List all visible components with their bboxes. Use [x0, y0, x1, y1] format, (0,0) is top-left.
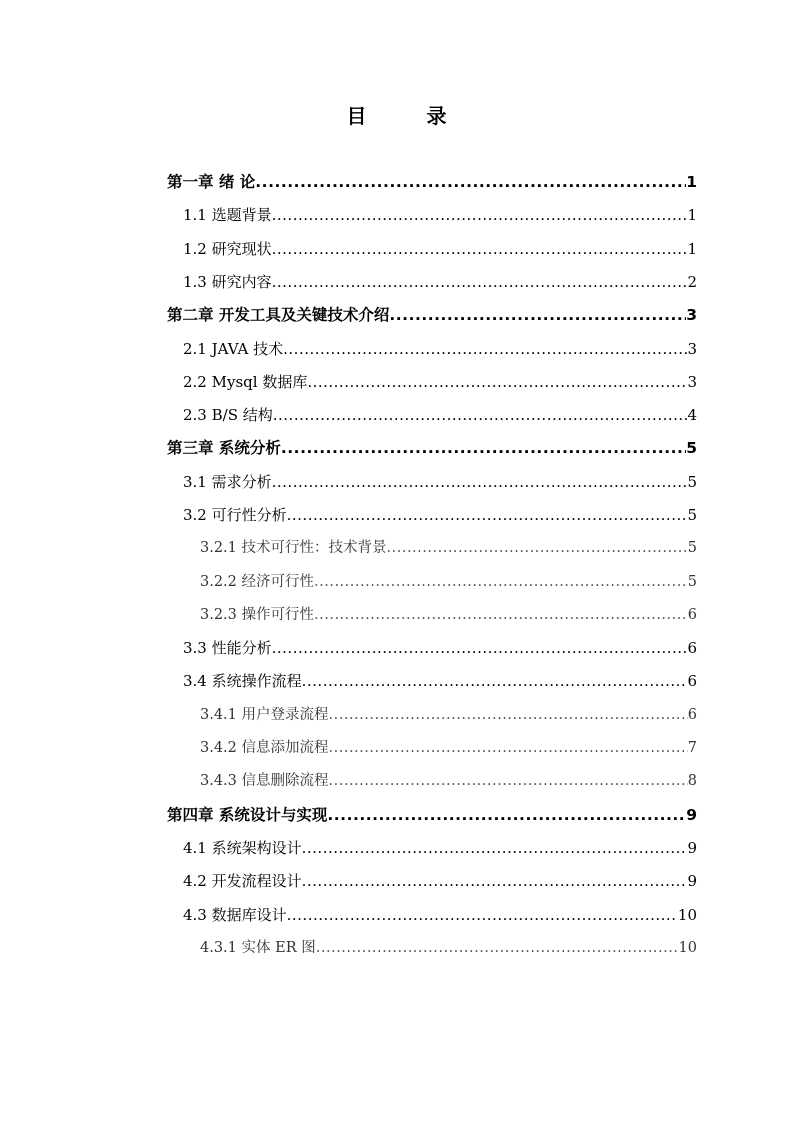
toc-entry-label: 4.3.1 实体 ER 图	[200, 940, 316, 956]
dot-leader	[302, 665, 688, 698]
dot-leader	[329, 765, 688, 798]
toc-entry[interactable]	[183, 266, 697, 299]
toc-entry[interactable]	[183, 399, 697, 432]
toc-entry-label: 3.2.2 经济可行性	[200, 574, 315, 590]
toc-entry[interactable]	[183, 466, 697, 499]
toc-entry[interactable]	[183, 665, 697, 698]
toc-entry[interactable]	[200, 699, 697, 732]
toc-entry-page: 6	[687, 707, 697, 723]
toc-entry-page: 9	[686, 806, 697, 824]
toc-entry-label: 2.2 Mysql 数据库	[183, 373, 308, 391]
toc-entry[interactable]	[183, 499, 697, 532]
toc-entry-label: 4.3 数据库设计	[183, 906, 287, 924]
toc-entry[interactable]	[183, 899, 697, 932]
dot-leader	[307, 366, 687, 399]
toc-entry-page: 5	[687, 540, 697, 556]
toc-entry[interactable]	[167, 299, 697, 332]
dot-leader	[389, 299, 686, 332]
toc-entry[interactable]	[183, 333, 697, 366]
dot-leader	[314, 599, 688, 632]
dot-leader	[287, 499, 688, 532]
toc-entry-page: 9	[687, 872, 697, 890]
toc-entry-page: 5	[687, 473, 697, 491]
page-title: 目 录	[346, 104, 467, 128]
toc-entry-page: 1	[687, 206, 697, 224]
toc-entry-page: 6	[687, 607, 697, 623]
toc-entry-page: 6	[687, 639, 697, 657]
toc-entry-label: 4.2 开发流程设计	[183, 872, 302, 890]
toc-entry-page: 3	[687, 340, 697, 358]
toc-entry-label: 3.2.1 技术可行性：技术背景	[200, 540, 387, 556]
toc-entry[interactable]	[183, 366, 697, 399]
toc-entry-page: 8	[687, 773, 697, 789]
toc-entry[interactable]	[200, 566, 697, 599]
dot-leader	[272, 266, 688, 299]
toc-entry-page: 7	[687, 740, 697, 756]
toc-entry-label: 3.4 系统操作流程	[183, 672, 302, 690]
dot-leader	[302, 865, 688, 898]
dot-leader	[314, 566, 688, 599]
toc-entry-label: 2.1 JAVA 技术	[183, 340, 284, 358]
toc-entry-page: 3	[686, 306, 697, 324]
toc-entry-label: 3.4.2 信息添加流程	[200, 740, 329, 756]
toc-entry[interactable]	[200, 932, 697, 965]
toc-entry-page: 5	[687, 574, 697, 590]
toc-entry-page: 1	[686, 173, 697, 191]
toc-entry-label: 第四章 系统设计与实现	[167, 806, 328, 824]
dot-leader	[327, 799, 686, 832]
toc-entry[interactable]	[183, 233, 697, 266]
toc-entry[interactable]	[200, 765, 697, 798]
toc-entry-label: 3.1 需求分析	[183, 473, 272, 491]
toc-entry-label: 3.2.3 操作可行性	[200, 607, 315, 623]
toc-entry[interactable]	[167, 799, 697, 832]
dot-leader	[272, 466, 688, 499]
dot-leader	[287, 899, 678, 932]
toc-entry-label: 3.3 性能分析	[183, 639, 272, 657]
toc-entry-page: 9	[687, 839, 697, 857]
toc-entry[interactable]	[167, 166, 697, 199]
toc-entry-label: 第二章 开发工具及关键技术介绍	[167, 306, 390, 324]
toc-entry-page: 5	[687, 506, 697, 524]
toc-entry-page: 1	[687, 240, 697, 258]
toc-entry[interactable]	[200, 732, 697, 765]
dot-leader	[281, 432, 686, 465]
dot-leader	[329, 732, 688, 765]
dot-leader	[329, 699, 688, 732]
dot-leader	[272, 233, 688, 266]
toc-entry-page: 3	[687, 373, 697, 391]
dot-leader	[283, 333, 687, 366]
dot-leader	[302, 832, 688, 865]
toc-entry-label: 2.3 B/S 结构	[183, 406, 273, 424]
toc-entry-label: 4.1 系统架构设计	[183, 839, 302, 857]
dot-leader	[316, 932, 679, 965]
toc-entry-label: 3.4.1 用户登录流程	[200, 707, 329, 723]
toc-entry[interactable]	[183, 832, 697, 865]
dot-leader	[272, 632, 688, 665]
toc-entry-page: 6	[687, 672, 697, 690]
toc-entry-label: 第一章 绪 论	[167, 173, 256, 191]
toc-entry-label: 1.3 研究内容	[183, 273, 272, 291]
dot-leader	[387, 532, 688, 565]
toc-entry-label: 1.1 选题背景	[183, 206, 272, 224]
toc-entry-page: 4	[687, 406, 697, 424]
toc-entry-label: 3.2 可行性分析	[183, 506, 287, 524]
toc-entry[interactable]	[167, 432, 697, 465]
dot-leader	[255, 166, 686, 199]
toc-entry[interactable]	[200, 532, 697, 565]
toc-entry-page: 10	[677, 906, 697, 924]
dot-leader	[273, 399, 688, 432]
toc-entry-label: 3.4.3 信息删除流程	[200, 773, 329, 789]
dot-leader	[272, 199, 688, 232]
toc-entry[interactable]	[200, 599, 697, 632]
toc-entry-page: 5	[686, 439, 697, 457]
toc-entry-page: 10	[678, 940, 697, 956]
toc-entry[interactable]	[183, 632, 697, 665]
toc-entry-label: 1.2 研究现状	[183, 240, 272, 258]
toc-entry[interactable]	[183, 865, 697, 898]
toc-entry-page: 2	[687, 273, 697, 291]
toc-entry[interactable]	[183, 199, 697, 232]
toc-entry-label: 第三章 系统分析	[167, 439, 281, 457]
